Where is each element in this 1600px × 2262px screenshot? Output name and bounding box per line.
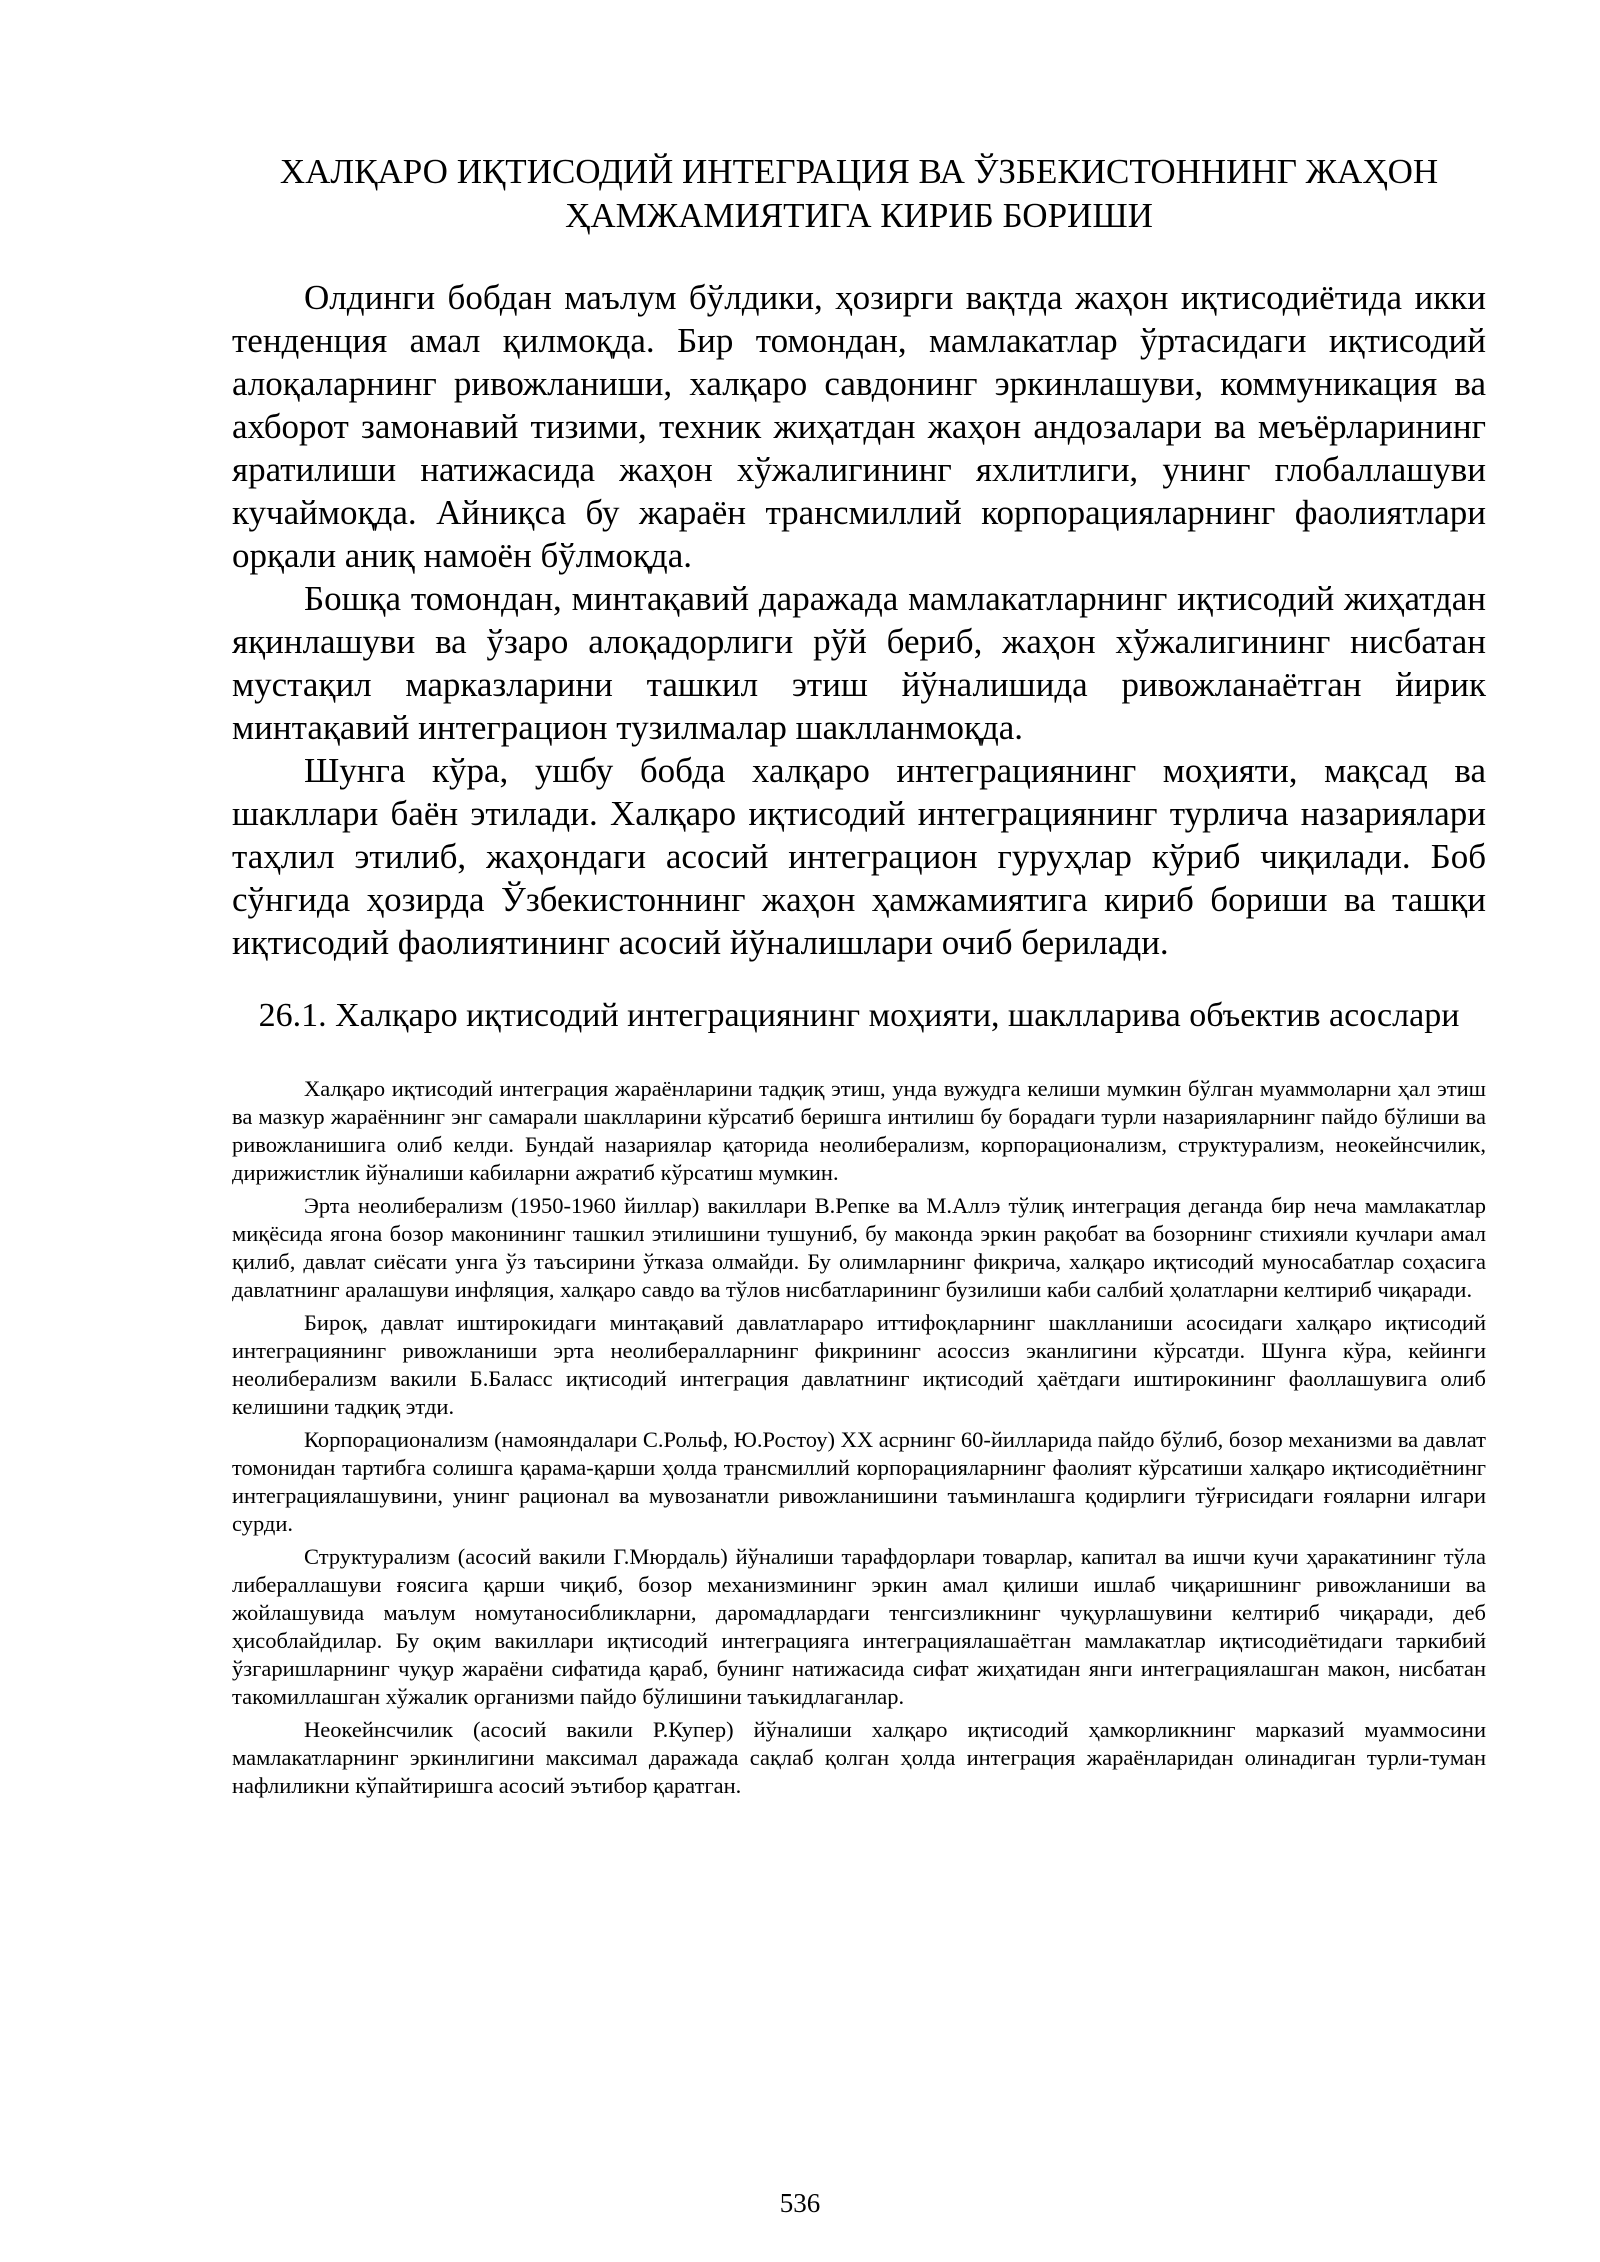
intro-paragraph: Шунга кўра, ушбу бобда халқаро интеграциянинг моҳияти, мақсад ва шакллари баён этилади. Халқаро иқтисодий интеграциянинг турлича назариялари таҳлил этилиб, жаҳондаги асосий интеграцион гуруҳлар кўриб чиқилади. Боб сўнгида ҳозирда Ўзбекистоннинг жаҳон ҳамжамиятига кириб бориши ва ташқи иқтисодий фаолиятининг асосий йўналишлари очиб берилади.: [232, 751, 1486, 962]
section-paragraph: Эрта неолиберализм (1950-1960 йиллар) вакиллари В.Репке ва М.Аллэ тўлиқ интеграция деганда бир неча мамлакатлар миқёсида ягона бозор маконининг ташкил этилишини тушуниб, бу маконда эркин рақобат ва бозорнинг стихияли кучлари амал қилиб, давлат сиёсати унга ўз таъсирини ўтказа олмайди. Бу олимларнинг фикрича, халқаро иқтисодий муносабатлар соҳасига давлатнинг аралашуви инфляция, халқаро савдо ва тўлов нисбатларининг бузилиши каби салбий ҳолатларни келтириб чиқаради.: [232, 1193, 1486, 1302]
section-title: 26.1. Халқаро иқтисодий интеграциянинг моҳияти, шаклларива объектив асослари: [258, 997, 1460, 1034]
section-paragraph: Неокейнсчилик (асосий вакили Р.Купер) йўналиши халқаро иқтисодий ҳамкорликнинг марказий муаммосини мамлакатларнинг эркинлигини максимал даражада сақлаб қолган ҳолда интеграция жараёнларидан олинадиган турли-туман нафлиликни кўпайтиришга асосий эътибор қаратган.: [232, 1717, 1486, 1798]
page-number: 536: [779, 2188, 821, 2218]
section-text: [232, 1075, 1486, 1800]
section-paragraph: Структурализм (асосий вакили Г.Мюрдаль) йўналиши тарафдорлари товарлар, капитал ва ишчи кучи ҳаракатининг тўла либераллашуви ғоясига қарши чиқиб, бозор механизмининг эркин амал қилиши ишлаб чиқаришнинг ривожланиши ва жойлашувида маълум номутаносибликларни, даромадлардаги тенгсизликнинг чуқурлашувини келтириб чиқаради, деб ҳисоблайдилар. Бу оқим вакиллари иқтисодий интеграцияга интеграциялашаётган мамлакатлар иқтисодиётидаги таркибий ўзгаришларнинг чуқур жараёни сифатида қараб, бунинг натижасида сифат жиҳатидан янги интеграциялашган макон, нисбатан такомиллашган хўжалик организми пайдо бўлишини таъкидлаганлар.: [232, 1544, 1486, 1709]
intro-paragraph: Олдинги бобдан маълум бўлдики, ҳозирги вақтда жаҳон иқтисодиётида икки тенденция амал қилмоқда. Бир томондан, мамлакатлар ўртасидаги иқтисодий алоқаларнинг ривожланиши, халқаро савдонинг эркинлашуви, коммуникация ва ахборот замонавий тизими, техник жиҳатдан жаҳон андозалари ва меъёрларининг яратилиши натижасида жаҳон хўжалигининг яхлитлиги, унинг глобаллашуви кучаймоқда. Айниқса бу жараён трансмиллий корпорацияларнинг фаолиятлари орқали аниқ намоён бўлмоқда.: [232, 278, 1486, 575]
chapter-title: ХАЛҚАРО ИҚТИСОДИЙ ИНТЕГРАЦИЯ ВА ЎЗБЕКИСТОННИНГ ЖАҲОН ҲАМЖАМИЯТИГА КИРИБ БОРИШИ: [279, 152, 1439, 235]
intro-paragraph: Бошқа томондан, минтақавий даражада мамлакатларнинг иқтисодий жиҳатдан яқинлашуви ва ўзаро алоқадорлиги рўй бериб, жаҳон хўжалигининг нисбатан мустақил марказларини ташкил этиш йўналишида ривожланаётган йирик минтақавий интеграцион тузилмалар шаклланмоқда.: [232, 579, 1486, 747]
section-paragraph: Бироқ, давлат иштирокидаги минтақавий давлатлараро иттифоқларнинг шаклланиши асосидаги халқаро иқтисодий интеграциянинг ривожланиши эрта неолибералларнинг фикрининг асоссиз эканлигини кўрсатди. Шунга кўра, кейинги неолиберализм вакили Б.Баласс иқтисодий интеграция давлатнинг иқтисодий ҳаётдаги иштирокининг фаоллашувига олиб келишини тадқиқ этди.: [232, 1310, 1486, 1419]
section-paragraph: Корпорационализм (намояндалари С.Рольф, Ю.Ростоу) XX асрнинг 60-йилларида пайдо бўлиб, бозор механизми ва давлат томонидан тартибга солишга қарама-қарши ҳолда трансмиллий корпорацияларнинг фаолият кўрсатиши халқаро иқтисодиётнинг интеграциялашувини, унинг рационал ва мувозанатли ривожланишини таъминлашга қодирлиги тўғрисидаги ғояларни илгари сурди.: [232, 1427, 1486, 1536]
section-paragraph: Халқаро иқтисодий интеграция жараёнларини тадқиқ этиш, унда вужудга келиши мумкин бўлган муаммоларни ҳал этиш ва мазкур жараённинг энг самарали шаклларини кўрсатиб беришга интилиш бу борадаги турли назарияларнинг пайдо бўлиши ва ривожланишига олиб келди. Бундай назариялар қаторида неолиберализм, корпорационализм, структурализм, неокейнсчилик, дирижистлик йўналиши кабиларни ажратиб кўрсатиш мумкин.: [232, 1076, 1486, 1185]
intro-text: [232, 276, 1486, 964]
document-page: [232, 150, 1486, 1800]
